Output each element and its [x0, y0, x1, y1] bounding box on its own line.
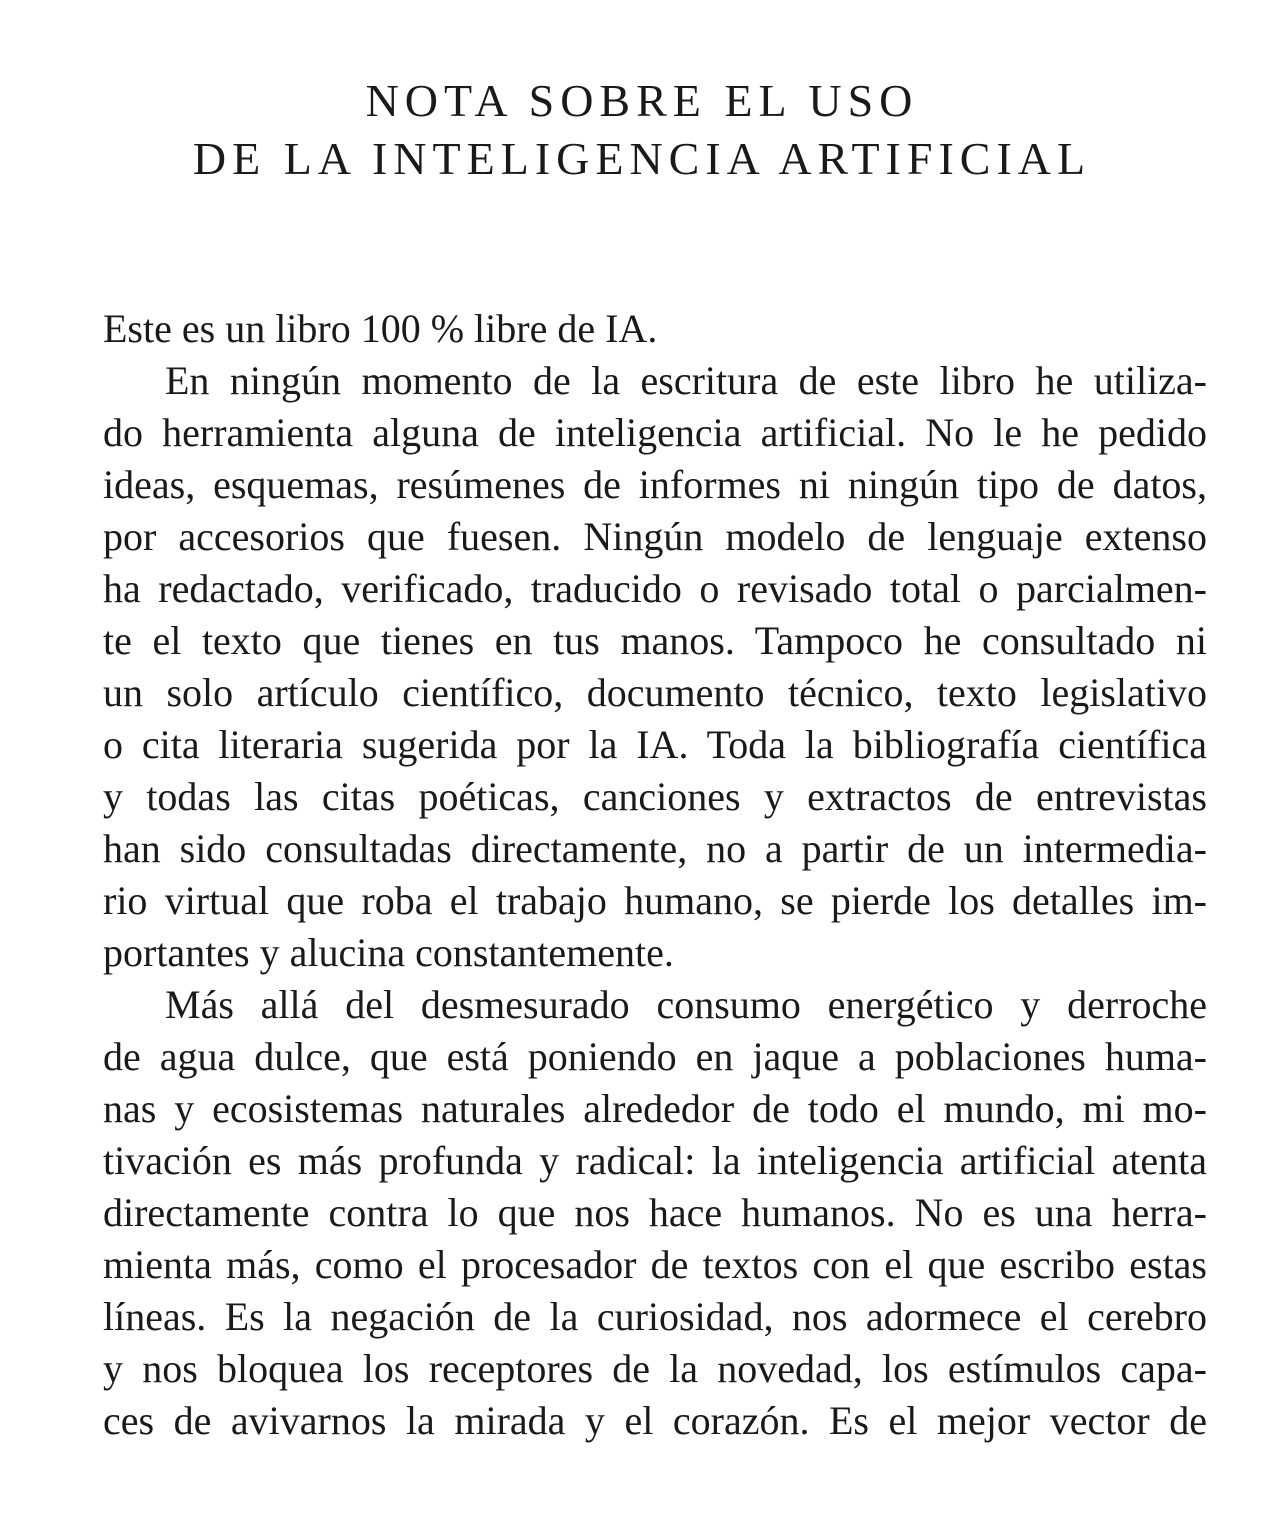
text-line: líneas. Es la negación de la curiosidad, nos adormece el cerebro	[103, 1294, 1207, 1339]
text-line: mienta más, como el procesador de textos con el que escribo estas	[103, 1242, 1207, 1287]
text-line: de agua dulce, que está poniendo en jaque a poblaciones huma-	[103, 1034, 1207, 1079]
text-line: Más allá del desmesurado consumo energético y derroche	[165, 982, 1207, 1027]
text-line: Este es un libro 100 % libre de IA.	[103, 306, 658, 351]
chapter-title-line-1: NOTA SOBRE EL USO	[365, 75, 919, 126]
text-line: tivación es más profunda y radical: la inteligencia artificial atenta	[103, 1138, 1207, 1183]
text-line: directamente contra lo que nos hace humanos. No es una herra-	[103, 1190, 1207, 1235]
paragraph-opening	[103, 303, 1207, 355]
text-line: por accesorios que fuesen. Ningún modelo de lenguaje extenso	[103, 514, 1207, 559]
text-line: ha redactado, verificado, traducido o revisado total o parcialmen-	[103, 566, 1207, 611]
text-line: portantes y alucina constantemente.	[103, 930, 674, 975]
chapter-title-line-2: DE LA INTELIGENCIA ARTIFICIAL	[192, 133, 1092, 184]
body-text	[103, 303, 1207, 1447]
text-line: o cita literaria sugerida por la IA. Toda la bibliografía científica	[103, 722, 1207, 767]
text-line: do herramienta alguna de inteligencia artificial. No le he pedido	[103, 410, 1207, 455]
text-line: ideas, esquemas, resúmenes de informes ni ningún tipo de datos,	[103, 462, 1207, 507]
paragraph-no-ai-tools	[103, 355, 1207, 979]
text-line: han sido consultadas directamente, no a partir de un intermedia-	[103, 826, 1207, 871]
text-line: En ningún momento de la escritura de este libro he utiliza-	[165, 358, 1207, 403]
text-line: y todas las citas poéticas, canciones y extractos de entrevistas	[103, 774, 1207, 819]
text-line: nas y ecosistemas naturales alrededor de todo el mundo, mi mo-	[103, 1086, 1207, 1131]
chapter-title	[0, 0, 1284, 188]
text-line: te el texto que tienes en tus manos. Tampoco he consultado ni	[103, 618, 1207, 663]
text-line: un solo artículo científico, documento técnico, texto legislativo	[103, 670, 1207, 715]
text-line: rio virtual que roba el trabajo humano, se pierde los detalles im-	[103, 878, 1207, 923]
paragraph-motivation	[103, 979, 1207, 1447]
text-line: ces de avivarnos la mirada y el corazón. Es el mejor vector de	[103, 1398, 1207, 1443]
text-line: y nos bloquea los receptores de la novedad, los estímulos capa-	[103, 1346, 1207, 1391]
